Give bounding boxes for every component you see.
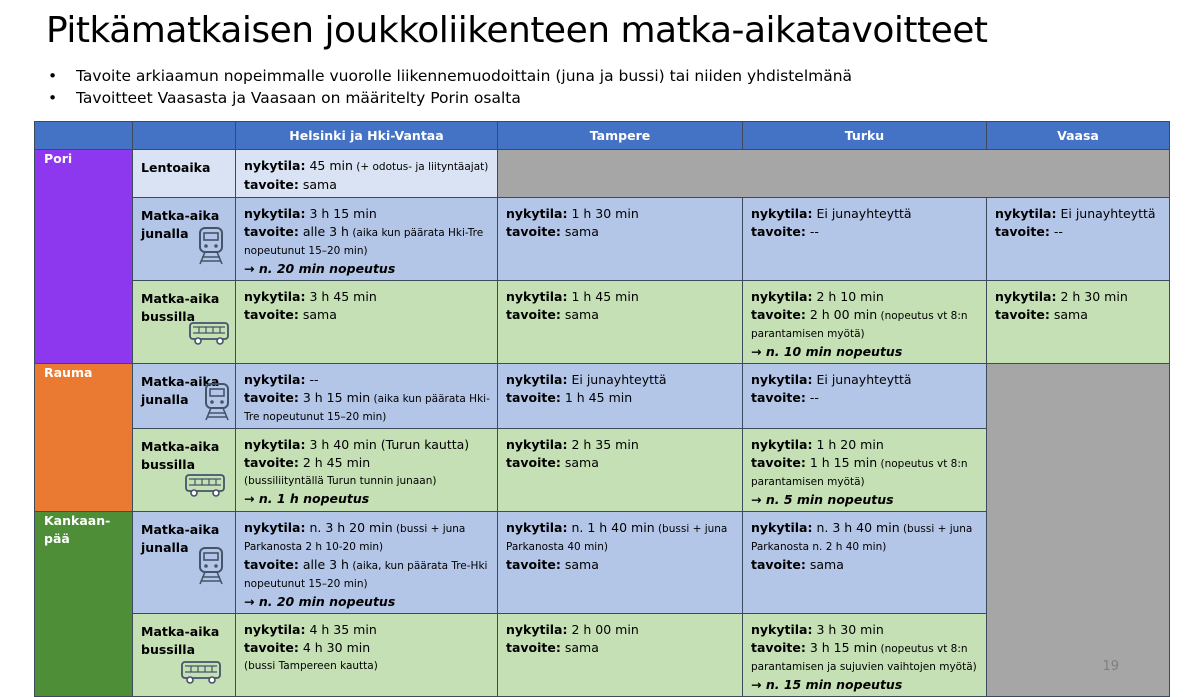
city-kankaanpaa (35, 512, 133, 697)
cell-pori-train-helsinki (236, 198, 498, 281)
goal-value: 2 h 00 min (805, 307, 878, 322)
now-label: nykytila: (244, 206, 306, 221)
header-turku: Turku (743, 122, 987, 150)
goal-label: tavoite: (995, 224, 1050, 239)
travel-time-table (34, 121, 1170, 697)
header-helsinki: Helsinki ja Hki-Vantaa (236, 122, 498, 150)
cell-pori-train-turku (743, 198, 987, 281)
goal-label: tavoite: (506, 390, 561, 405)
goal-note: parantamisen ja sujuvien vaihtojen myötä) (751, 661, 977, 673)
cell-kankaanpaa-train-tampere (498, 512, 743, 614)
cell-rauma-train-helsinki (236, 364, 498, 429)
now-value: n. 3 h 40 min (812, 520, 900, 535)
speedup-result: → n. 1 h nopeutus (244, 491, 370, 506)
now-value: 1 h 20 min (812, 437, 884, 452)
now-note: Parkanosta n. 2 h 40 min) (751, 541, 887, 553)
now-note: Parkanosta 2 h 10-20 min) (244, 541, 384, 553)
header-empty-2 (133, 122, 236, 150)
rowhead-label: junalla (141, 226, 189, 241)
goal-value: -- (805, 390, 819, 405)
now-value: -- (305, 372, 319, 387)
goal-label: tavoite: (751, 640, 806, 655)
goal-label: tavoite: (244, 557, 299, 572)
now-label: nykytila: (995, 206, 1057, 221)
train-icon (203, 382, 231, 427)
goal-note: nopeutunut 15–20 min) (244, 578, 368, 590)
now-value: 2 h 35 min (567, 437, 639, 452)
now-value: Ei junayhteyttä (1056, 206, 1156, 221)
rowhead-label: junalla (141, 540, 189, 555)
bus-icon (185, 473, 225, 502)
now-value: 3 h 40 min (Turun kautta) (305, 437, 470, 452)
now-value: 3 h 30 min (812, 622, 884, 637)
rowhead-label: Matka-aika (141, 291, 220, 306)
goal-label: tavoite: (244, 177, 299, 192)
goal-label: tavoite: (995, 307, 1050, 322)
cell-empty-gray (498, 150, 1170, 198)
goal-note: nopeutunut 15–20 min) (244, 245, 368, 257)
goal-note: (bussi Tampereen kautta) (244, 660, 378, 672)
cell-rauma-bus-tampere (498, 429, 743, 512)
now-label: nykytila: (751, 622, 813, 637)
goal-value: -- (805, 224, 819, 239)
goal-label: tavoite: (506, 307, 561, 322)
cell-pori-train-vaasa (987, 198, 1170, 281)
goal-label: tavoite: (751, 307, 806, 322)
rowhead-label: bussilla (141, 309, 196, 324)
now-label: nykytila: (244, 622, 306, 637)
goal-value: sama (298, 307, 337, 322)
goal-label: tavoite: (244, 640, 299, 655)
slide-title: Pitkämatkaisen joukkoliikenteen matka-aikatavoitteet (46, 10, 988, 51)
speedup-result: → n. 15 min nopeutus (751, 677, 903, 692)
goal-label: tavoite: (751, 455, 806, 470)
rowhead-label: junalla (141, 392, 189, 407)
goal-value: -- (1049, 224, 1063, 239)
cell-pori-bus-vaasa (987, 281, 1170, 364)
speedup-result: → n. 10 min nopeutus (751, 344, 903, 359)
rowhead-label: Matka-aika (141, 624, 220, 639)
now-value: 1 h 45 min (567, 289, 639, 304)
rowhead-label: Lentoaika (141, 160, 211, 175)
rowhead-train (133, 198, 236, 281)
goal-note: Tre nopeutunut 15–20 min) (244, 411, 387, 423)
cell-rauma-train-tampere (498, 364, 743, 429)
rowhead-train (133, 364, 236, 429)
goal-label: tavoite: (244, 224, 299, 239)
goal-value: sama (560, 224, 599, 239)
bullet-item: • Tavoite arkiaamun nopeimmalle vuorolle liikennemuodoittain (juna ja bussi) tai niiden yhdistelmänä (48, 65, 852, 87)
goal-value: alle 3 h (298, 224, 349, 239)
goal-label: tavoite: (506, 557, 561, 572)
bus-icon (189, 321, 229, 350)
now-label: nykytila: (506, 372, 568, 387)
now-label: nykytila: (506, 520, 568, 535)
goal-label: tavoite: (244, 307, 299, 322)
rowhead-bus (133, 614, 236, 697)
goal-note: (aika kun päärata Hki- (370, 393, 490, 405)
now-note: (bussi + juna (392, 523, 466, 535)
now-value: 2 h 30 min (1056, 289, 1128, 304)
rowhead-label: Matka-aika (141, 439, 220, 454)
now-label: nykytila: (244, 372, 306, 387)
cell-pori-flight-helsinki (236, 150, 498, 198)
now-label: nykytila: (506, 289, 568, 304)
cell-kankaanpaa-bus-helsinki (236, 614, 498, 697)
goal-value: sama (560, 455, 599, 470)
now-value: n. 3 h 20 min (305, 520, 393, 535)
speedup-result: → n. 20 min nopeutus (244, 594, 396, 609)
goal-label: tavoite: (244, 455, 299, 470)
goal-label: tavoite: (751, 224, 806, 239)
cell-pori-bus-helsinki (236, 281, 498, 364)
cell-pori-bus-tampere (498, 281, 743, 364)
now-value: 2 h 10 min (812, 289, 884, 304)
rowhead-label: bussilla (141, 642, 196, 657)
goal-note: (nopeutus vt 8:n (877, 310, 968, 322)
rowhead-bus (133, 281, 236, 364)
cell-kankaanpaa-train-helsinki (236, 512, 498, 614)
city-label: Rauma (44, 365, 93, 380)
goal-label: tavoite: (244, 390, 299, 405)
city-label: Pori (44, 151, 73, 166)
cell-pori-train-tampere (498, 198, 743, 281)
speedup-result: → n. 5 min nopeutus (751, 492, 894, 507)
now-label: nykytila: (244, 158, 306, 173)
cell-kankaanpaa-train-turku (743, 512, 987, 614)
rowhead-label: Matka-aika (141, 208, 220, 223)
now-label: nykytila: (506, 206, 568, 221)
cell-empty-gray (987, 364, 1170, 697)
goal-value: sama (560, 557, 599, 572)
goal-value: 4 h 30 min (298, 640, 371, 655)
bullet-item: • Tavoitteet Vaasasta ja Vaasaan on määritelty Porin osalta (48, 87, 852, 109)
city-pori (35, 150, 133, 364)
now-value: 1 h 30 min (567, 206, 639, 221)
train-icon (197, 226, 225, 271)
rowhead-label: Matka-aika (141, 374, 220, 389)
goal-note: (nopeutus vt 8:n (877, 458, 968, 470)
cell-kankaanpaa-bus-turku (743, 614, 987, 697)
goal-label: tavoite: (751, 390, 806, 405)
rowhead-flight (133, 150, 236, 198)
goal-value: sama (805, 557, 844, 572)
goal-value: 3 h 15 min (298, 390, 371, 405)
now-label: nykytila: (244, 437, 306, 452)
cell-rauma-bus-helsinki (236, 429, 498, 512)
goal-value: 3 h 15 min (805, 640, 878, 655)
now-value: 3 h 45 min (305, 289, 377, 304)
goal-value: sama (560, 307, 599, 322)
header-empty-1 (35, 122, 133, 150)
goal-note: (aika, kun päärata Tre-Hki (348, 560, 488, 572)
now-label: nykytila: (506, 437, 568, 452)
header-tampere: Tampere (498, 122, 743, 150)
rowhead-label: Matka-aika (141, 522, 220, 537)
now-note: Parkanosta 40 min) (506, 541, 608, 553)
city-label: pää (44, 531, 70, 546)
now-value: Ei junayhteyttä (812, 206, 912, 221)
goal-note: parantamisen myötä) (751, 328, 865, 340)
goal-label: tavoite: (751, 557, 806, 572)
now-label: nykytila: (506, 622, 568, 637)
now-label: nykytila: (244, 289, 306, 304)
goal-value: 1 h 15 min (805, 455, 878, 470)
goal-value: sama (560, 640, 599, 655)
goal-label: tavoite: (506, 224, 561, 239)
page-number: 19 (1102, 659, 1119, 674)
goal-value: 1 h 45 min (560, 390, 633, 405)
now-label: nykytila: (995, 289, 1057, 304)
now-label: nykytila: (751, 289, 813, 304)
now-note: (+ odotus- ja liityntäajat) (352, 161, 489, 173)
goal-label: tavoite: (506, 455, 561, 470)
rowhead-train (133, 512, 236, 614)
now-label: nykytila: (751, 372, 813, 387)
now-label: nykytila: (751, 520, 813, 535)
now-value: n. 1 h 40 min (567, 520, 655, 535)
bus-icon (181, 660, 221, 689)
goal-label: tavoite: (506, 640, 561, 655)
now-label: nykytila: (751, 206, 813, 221)
now-label: nykytila: (244, 520, 306, 535)
now-value: Ei junayhteyttä (812, 372, 912, 387)
now-value: 4 h 35 min (305, 622, 377, 637)
header-vaasa: Vaasa (987, 122, 1170, 150)
speedup-result: → n. 20 min nopeutus (244, 261, 396, 276)
goal-note: (nopeutus vt 8:n (877, 643, 968, 655)
cell-pori-bus-turku (743, 281, 987, 364)
train-icon (197, 546, 225, 591)
city-label: Kankaan- (44, 513, 111, 528)
now-value: 45 min (305, 158, 353, 173)
goal-value: sama (1049, 307, 1088, 322)
now-value: 2 h 00 min (567, 622, 639, 637)
goal-value: 2 h 45 min (298, 455, 371, 470)
rowhead-label: bussilla (141, 457, 196, 472)
cell-rauma-bus-turku (743, 429, 987, 512)
goal-note: (bussiliityntällä Turun tunnin junaan) (244, 475, 437, 487)
cell-rauma-train-turku (743, 364, 987, 429)
now-note: (bussi + juna (899, 523, 973, 535)
now-value: 3 h 15 min (305, 206, 377, 221)
now-value: Ei junayhteyttä (567, 372, 667, 387)
now-label: nykytila: (751, 437, 813, 452)
goal-value: alle 3 h (298, 557, 349, 572)
goal-note: (aika kun päärata Hki-Tre (348, 227, 484, 239)
bullet-list (48, 65, 852, 109)
cell-kankaanpaa-bus-tampere (498, 614, 743, 697)
now-note: (bussi + juna (654, 523, 728, 535)
goal-value: sama (298, 177, 337, 192)
rowhead-bus (133, 429, 236, 512)
city-rauma (35, 364, 133, 512)
goal-note: parantamisen myötä) (751, 476, 865, 488)
